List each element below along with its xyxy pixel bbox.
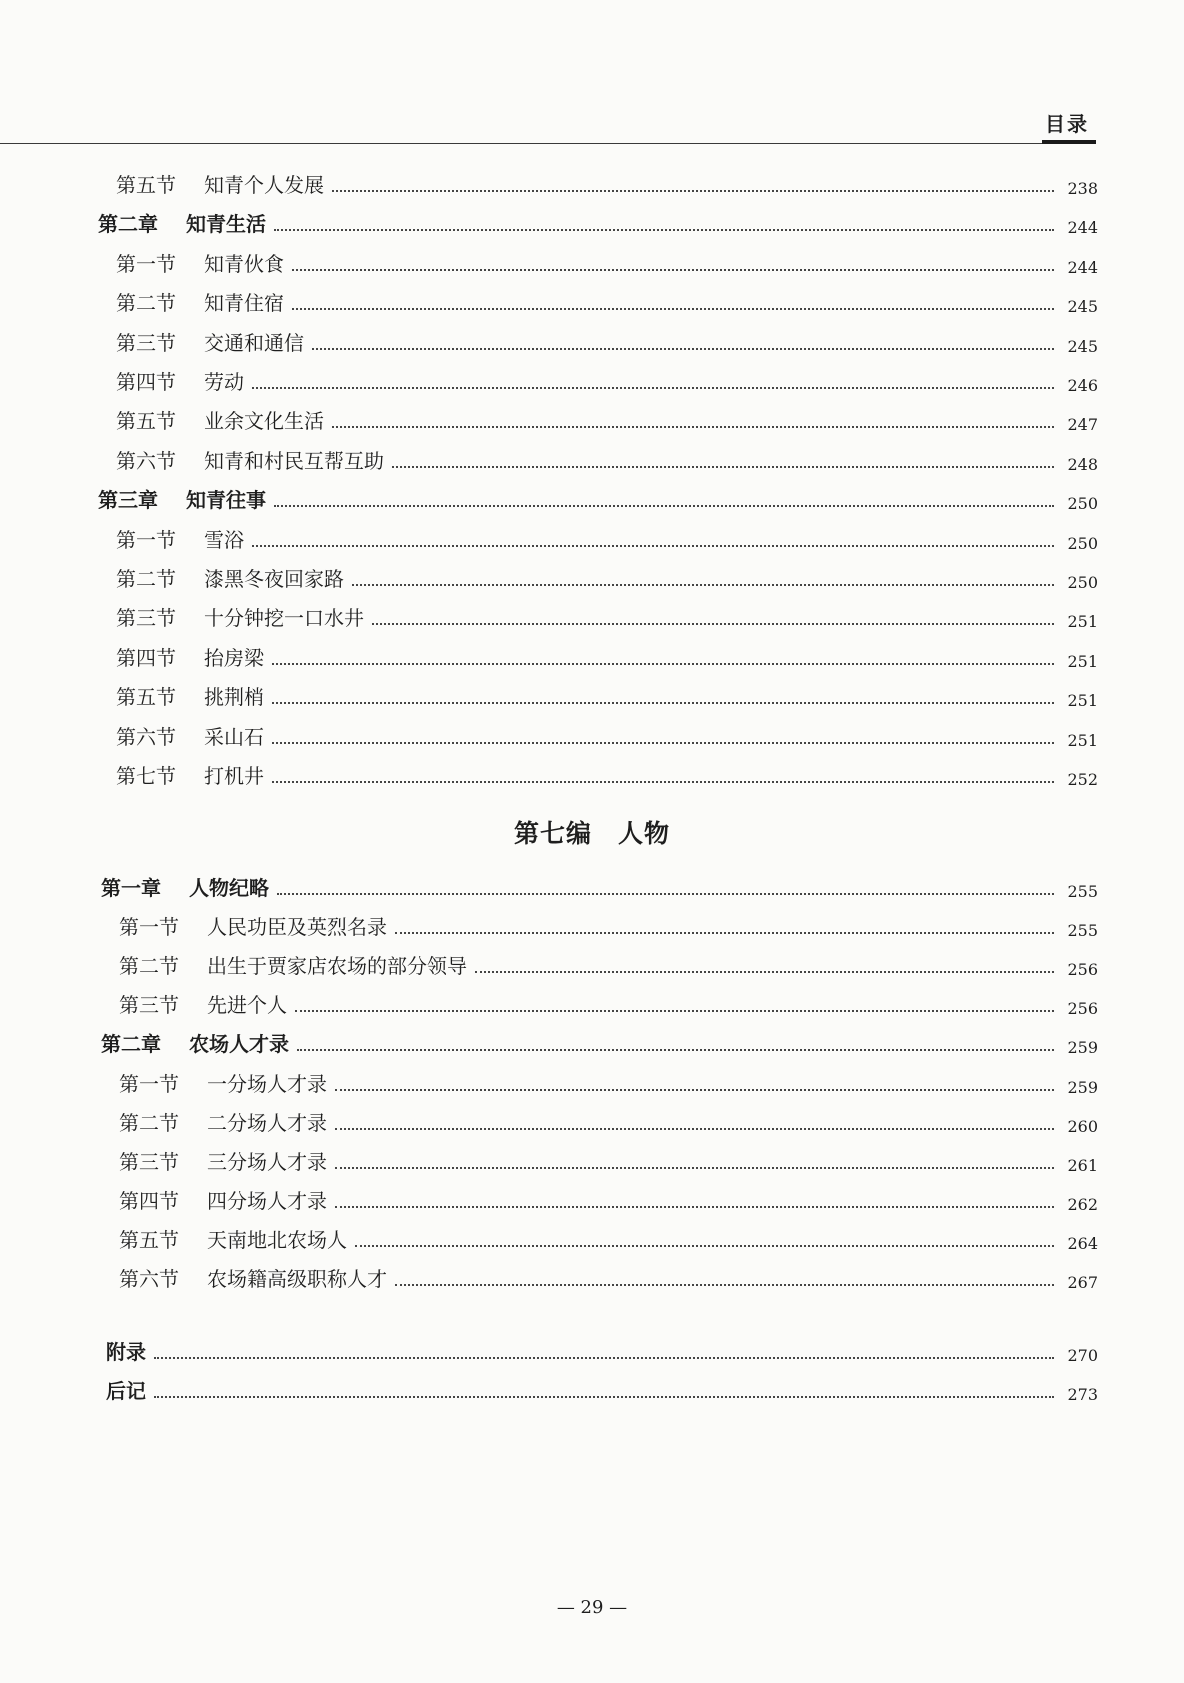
toc-section-row xyxy=(116,404,1098,434)
dot-leader xyxy=(372,623,1054,625)
toc-entry-number: 第五节 xyxy=(119,1227,179,1252)
dot-leader xyxy=(274,229,1054,231)
toc-section-row xyxy=(116,759,1098,789)
toc-page-number: 245 xyxy=(1067,336,1098,356)
dot-leader xyxy=(252,545,1054,547)
toc-section-row xyxy=(119,1106,1098,1136)
dot-leader xyxy=(292,308,1054,310)
toc-entry-title: 人民功臣及英烈名录 xyxy=(207,915,387,940)
toc-section-row xyxy=(116,168,1098,198)
toc-section-row xyxy=(119,1262,1098,1292)
toc-page-number: 244 xyxy=(1067,218,1098,238)
toc-section-row xyxy=(119,988,1098,1018)
toc-entry-title: 知青生活 xyxy=(186,212,266,237)
toc-page-number: 251 xyxy=(1067,691,1098,711)
toc-entry-number: 第六节 xyxy=(119,1267,179,1291)
dot-leader xyxy=(252,387,1054,389)
toc-page-number: 273 xyxy=(1067,1385,1098,1404)
toc-entry-title: 知青个人发展 xyxy=(204,173,324,197)
dot-leader xyxy=(272,781,1054,783)
toc-entry-title: 知青往事 xyxy=(186,488,266,513)
toc-entry-title: 天南地北农场人 xyxy=(207,1227,347,1252)
toc-appendix-row xyxy=(106,1374,1098,1404)
toc-page-number: 248 xyxy=(1067,454,1098,474)
toc-page-number: 247 xyxy=(1067,415,1098,435)
dot-leader xyxy=(272,742,1054,744)
dot-leader xyxy=(277,893,1054,895)
dot-leader xyxy=(332,190,1054,192)
toc-entry-title: 二分场人才录 xyxy=(207,1110,327,1135)
toc-page-number: 256 xyxy=(1067,960,1098,980)
toc-page-number: 250 xyxy=(1067,533,1098,553)
toc-entry-title: 挑荆梢 xyxy=(204,685,264,710)
toc-chapter-row xyxy=(98,207,1098,237)
toc-page-number: 251 xyxy=(1067,612,1098,632)
toc-entry-number: 第一章 xyxy=(101,876,161,900)
toc-page-number: 251 xyxy=(1067,730,1098,750)
dot-leader xyxy=(274,505,1054,507)
toc-entry-number: 第六节 xyxy=(116,448,176,473)
toc-appendix-row xyxy=(106,1335,1098,1365)
toc-section-row xyxy=(116,562,1098,592)
toc-page-number: 250 xyxy=(1067,494,1098,514)
toc-entry-number: 第二节 xyxy=(119,954,179,979)
toc-section-row xyxy=(116,720,1098,750)
toc-page-number: 244 xyxy=(1067,257,1098,277)
toc-entry-title: 附录 xyxy=(106,1340,146,1364)
toc-section-row xyxy=(116,247,1098,277)
toc-section-row xyxy=(116,444,1098,474)
toc-entry-title: 先进个人 xyxy=(207,993,287,1018)
toc-entry-number: 第五节 xyxy=(116,685,176,710)
dot-leader xyxy=(312,348,1054,350)
toc-entry-number: 第六节 xyxy=(116,724,176,749)
toc-entry-title: 交通和通信 xyxy=(204,330,304,355)
toc-section-row xyxy=(119,910,1098,940)
dot-leader xyxy=(475,971,1054,973)
toc-chapter-row xyxy=(101,871,1098,901)
toc-entry-number: 第一节 xyxy=(116,251,176,276)
toc-entry-title: 十分钟挖一口水井 xyxy=(204,606,364,631)
toc-entry-title: 打机井 xyxy=(204,764,264,788)
toc-entry-number: 第三章 xyxy=(98,488,158,513)
toc-entry-number: 第一节 xyxy=(116,527,176,552)
toc-entry-title: 知青伙食 xyxy=(204,251,284,276)
dot-leader xyxy=(272,702,1054,704)
toc-section-row xyxy=(116,680,1098,710)
toc-page-number: 259 xyxy=(1067,1038,1098,1058)
toc-page-number: 270 xyxy=(1067,1346,1098,1365)
toc-page-number: 252 xyxy=(1067,770,1098,789)
toc-page-number: 246 xyxy=(1067,376,1098,395)
dot-leader xyxy=(295,1010,1054,1012)
toc-page-number: 250 xyxy=(1067,573,1098,592)
toc-entry-title: 劳动 xyxy=(204,370,244,394)
toc-entry-number: 第二节 xyxy=(116,567,176,591)
toc-page-number: 259 xyxy=(1067,1077,1098,1097)
toc-entry-title: 业余文化生活 xyxy=(204,409,324,434)
toc-entry-number: 第七节 xyxy=(116,764,176,788)
toc-page-number: 245 xyxy=(1067,297,1098,317)
toc-chapter-row xyxy=(101,1027,1098,1057)
dot-leader xyxy=(335,1089,1054,1091)
dot-leader xyxy=(297,1049,1054,1051)
part-title: 第七编 人物 xyxy=(513,819,670,848)
dot-leader xyxy=(392,466,1054,468)
toc-section-row xyxy=(116,641,1098,671)
toc-entry-number: 第三节 xyxy=(116,606,176,631)
dot-leader xyxy=(154,1396,1054,1398)
toc-entry-number: 第一节 xyxy=(119,1071,179,1096)
toc-section-row xyxy=(119,949,1098,979)
toc-section-row xyxy=(116,286,1098,316)
toc-chapter-row xyxy=(98,483,1098,513)
toc-section-row xyxy=(116,365,1098,395)
toc-page-number: 256 xyxy=(1067,999,1098,1019)
toc-entry-title: 知青住宿 xyxy=(204,291,284,316)
dot-leader xyxy=(335,1128,1054,1130)
toc-entry-number: 第三节 xyxy=(116,330,176,355)
running-header-title: 目录 xyxy=(1045,112,1089,136)
toc-page-number: 261 xyxy=(1067,1155,1098,1175)
dot-leader xyxy=(154,1357,1054,1359)
toc-page-number: 264 xyxy=(1067,1233,1098,1253)
dot-leader xyxy=(332,426,1054,428)
toc-entry-title: 后记 xyxy=(106,1379,146,1403)
toc-section-row xyxy=(119,1223,1098,1253)
dot-leader xyxy=(355,1245,1054,1247)
toc-entry-title: 人物纪略 xyxy=(189,876,269,900)
toc-section-row xyxy=(116,523,1098,553)
toc-entry-number: 第四节 xyxy=(116,645,176,670)
toc-section-row xyxy=(116,601,1098,631)
toc-entry-number: 第五节 xyxy=(116,173,176,197)
toc-page-number: 251 xyxy=(1067,651,1098,671)
toc-entry-title: 农场籍高级职称人才 xyxy=(207,1267,387,1291)
toc-entry-number: 第二章 xyxy=(101,1032,161,1057)
toc-entry-title: 一分场人才录 xyxy=(207,1071,327,1096)
toc-page-number: 238 xyxy=(1067,179,1098,198)
toc-entry-title: 抬房梁 xyxy=(204,645,264,670)
toc-entry-title: 三分场人才录 xyxy=(207,1149,327,1174)
toc-page-number: 260 xyxy=(1067,1116,1098,1136)
toc-entry-title: 知青和村民互帮互助 xyxy=(204,448,384,473)
dot-leader xyxy=(395,1284,1054,1286)
toc-entry-title: 四分场人才录 xyxy=(207,1188,327,1213)
toc-entry-number: 第四节 xyxy=(116,370,176,394)
toc-entry-number: 第三节 xyxy=(119,993,179,1018)
toc-entry-number: 第三节 xyxy=(119,1149,179,1174)
dot-leader xyxy=(335,1206,1054,1208)
toc-entry-number: 第二章 xyxy=(98,212,158,237)
toc-section-row xyxy=(119,1067,1098,1097)
toc-entry-number: 第二节 xyxy=(116,291,176,316)
page-number: — 29 — xyxy=(556,1597,628,1618)
toc-section-row xyxy=(119,1145,1098,1175)
toc-section-row xyxy=(119,1184,1098,1214)
dot-leader xyxy=(292,269,1054,271)
toc-entry-number: 第四节 xyxy=(119,1188,179,1213)
toc-entry-title: 农场人才录 xyxy=(189,1032,289,1057)
dot-leader xyxy=(395,932,1054,934)
toc-entry-title: 出生于贾家店农场的部分领导 xyxy=(207,954,467,979)
toc-entry-title: 采山石 xyxy=(204,724,264,749)
dot-leader xyxy=(272,663,1054,665)
dot-leader xyxy=(352,584,1054,586)
toc-entry-number: 第五节 xyxy=(116,409,176,434)
toc-page-number: 255 xyxy=(1067,921,1098,941)
toc-entry-title: 漆黑冬夜回家路 xyxy=(204,567,344,591)
toc-page-number: 255 xyxy=(1067,882,1098,901)
toc-page-number: 267 xyxy=(1067,1273,1098,1292)
toc-entry-number: 第二节 xyxy=(119,1110,179,1135)
toc-page-number: 262 xyxy=(1067,1194,1098,1214)
toc-entry-number: 第一节 xyxy=(119,915,179,940)
toc-entry-title: 雪浴 xyxy=(204,527,244,552)
dot-leader xyxy=(335,1167,1054,1169)
toc-section-row xyxy=(116,326,1098,356)
